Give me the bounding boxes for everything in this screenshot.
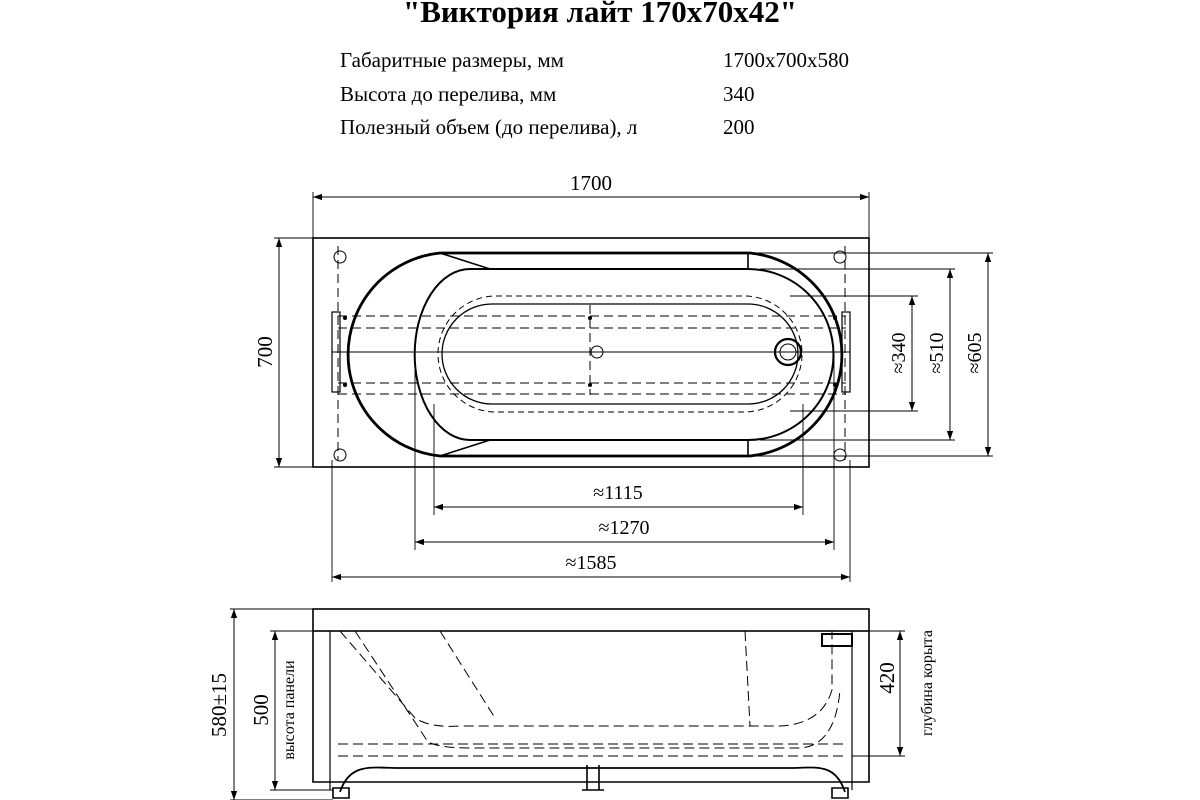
- spec-value: 1700х700х580: [723, 48, 849, 72]
- spec-label: Высота до перелива, мм: [340, 82, 557, 106]
- dim-label-width: 700: [253, 336, 277, 368]
- bowl-inner-wall: [415, 269, 834, 440]
- spec-label: Габаритные размеры, мм: [340, 48, 564, 72]
- side-extension-lines: [230, 609, 905, 800]
- dim-label-605: ≈605: [964, 332, 986, 374]
- front-panel: [313, 631, 869, 782]
- bowl-depth-caption: глубина корыта: [919, 630, 936, 736]
- spec-label: Полезный объем (до перелива), л: [340, 115, 638, 139]
- dim-label-total-height: 580±15: [207, 672, 231, 738]
- bowl-floor: [442, 304, 798, 404]
- bowl-bottom-dashed: [438, 296, 802, 412]
- foot-icon: [834, 449, 846, 461]
- dim-label-panel-height: 500: [249, 694, 273, 726]
- dim-label-1270: ≈1270: [598, 517, 650, 539]
- bowl-outline: [348, 253, 842, 456]
- side-view: [230, 609, 905, 800]
- foot-icon: [334, 251, 346, 263]
- panel-arch: [340, 768, 845, 792]
- overflow-device: [822, 634, 852, 646]
- spec-value: 200: [723, 115, 755, 139]
- foot-icon: [334, 449, 346, 461]
- dim-label-length: 1700: [570, 171, 612, 195]
- dim-label-bowl-depth: 420: [875, 662, 899, 694]
- panel-inner-lines: [330, 631, 852, 790]
- dim-label-1115: ≈1115: [593, 482, 643, 504]
- drawing-title: "Виктория лайт 170х70х42": [403, 0, 797, 29]
- side-rim: [313, 609, 869, 631]
- dim-label-340: ≈340: [888, 332, 910, 374]
- dim-label-510: ≈510: [926, 332, 948, 374]
- dim-label-1585: ≈1585: [565, 552, 617, 574]
- head-rest-lines: [440, 253, 748, 456]
- spec-value: 340: [723, 82, 755, 106]
- bowl-side-dashed: [338, 631, 846, 756]
- panel-height-caption: высота панели: [281, 660, 298, 760]
